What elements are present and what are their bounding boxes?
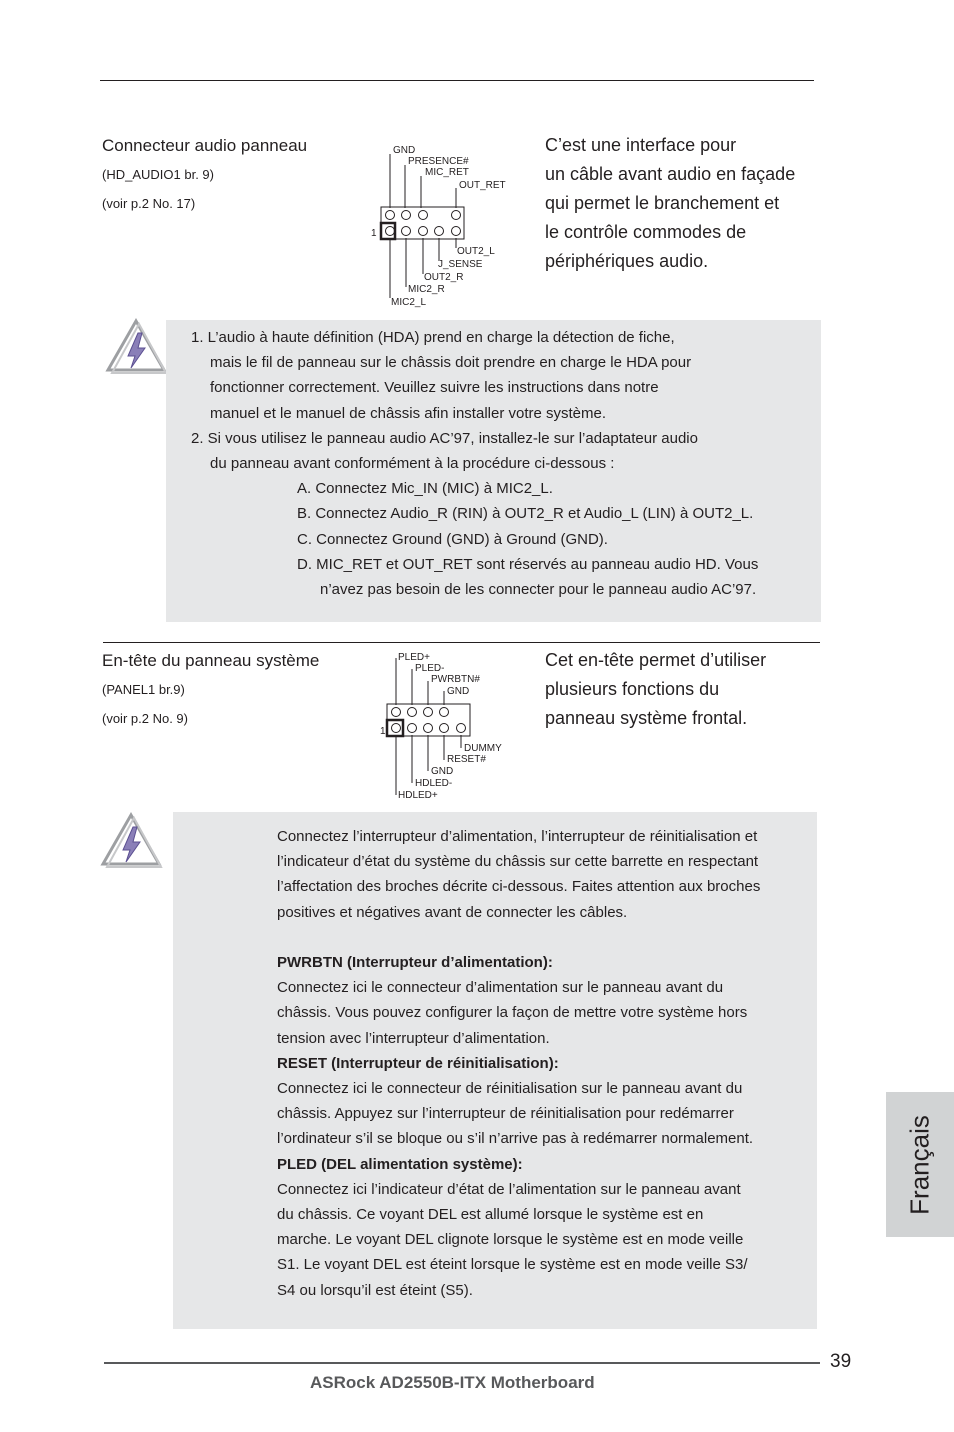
footer-rule xyxy=(104,1362,820,1364)
note-line: positives et négatives avant de connecter les câbles. xyxy=(277,903,628,921)
note-line: Connectez ici l’indicateur d’état de l’alimentation sur le panneau avant xyxy=(277,1180,741,1198)
panel-desc-line: plusieurs fonctions du xyxy=(545,679,720,699)
audio-pin-out2-l: OUT2_L xyxy=(457,246,495,257)
panel-pin-pwrbtn: PWRBTN# xyxy=(431,674,480,685)
note-line: manuel et le manuel de châssis afin installer votre système. xyxy=(210,404,607,422)
note-line: l’ordinateur s’il se bloque ou s’il n’arrive pas à redémarrer normalement. xyxy=(277,1130,754,1148)
footer-title: ASRock AD2550B-ITX Motherboard xyxy=(310,1373,595,1392)
audio-header-ref: (HD_AUDIO1 br. 9) xyxy=(102,167,214,182)
audio-pin-mic2-r: MIC2_R xyxy=(408,284,445,295)
audio-desc-line: un câble avant audio en façade xyxy=(545,164,796,184)
audio-section-title: Connecteur audio panneau xyxy=(102,136,308,155)
panel-header-diagram xyxy=(378,650,510,800)
note-line: Connectez ici le connecteur d’alimentation sur le panneau avant du xyxy=(277,979,724,997)
panel-note-text xyxy=(277,824,822,1303)
note-line: B. Connectez Audio_R (RIN) à OUT2_R et Audio_L (LIN) à OUT2_L. xyxy=(297,505,754,523)
note-line: du panneau avant conformément à la procédure ci-dessous : xyxy=(210,455,615,473)
panel-pin-pled-plus: PLED+ xyxy=(398,652,430,663)
panel-pin-hdled-plus: HDLED+ xyxy=(398,790,438,800)
panel-desc-line: Cet en-tête permet d’utiliser xyxy=(545,650,767,670)
page-number: 39 xyxy=(830,1351,852,1372)
note-line: Connectez l’interrupteur d’alimentation, l’interrupteur de réinitialisation et xyxy=(277,828,758,845)
note-line: Connectez ici le connecteur de réinitialisation sur le panneau avant du xyxy=(277,1080,743,1098)
panel-pin-1-marker: 1 xyxy=(380,726,386,737)
panel-pin-hdled-minus: HDLED- xyxy=(415,778,453,789)
panel-pin-reset: RESET# xyxy=(447,754,486,765)
note-line: fonctionner correctement. Veuillez suivre les instructions dans notre xyxy=(210,379,659,397)
audio-page-ref: (voir p.2 No. 17) xyxy=(102,196,196,211)
panel-page-ref: (voir p.2 No. 9) xyxy=(102,711,188,726)
note-line: D. MIC_RET et OUT_RET sont réservés au panneau audio HD. Vous xyxy=(297,555,759,573)
warning-icon xyxy=(104,318,168,376)
note-line: A. Connectez Mic_IN (MIC) à MIC2_L. xyxy=(297,480,553,498)
audio-desc-line: C’est une interface pour xyxy=(545,135,737,155)
note-line: mais le fil de panneau sur le châssis doit prendre en charge le HDA pour xyxy=(210,354,692,372)
audio-description xyxy=(545,131,825,276)
note-line: tension avec l’interrupteur d’alimentation. xyxy=(277,1029,550,1047)
audio-pin-mic2-l: MIC2_L xyxy=(391,297,427,308)
panel-pin-pled-minus: PLED- xyxy=(415,663,445,674)
note-line: l’indicateur d’état du système du châssis sur cette barrette en respectant xyxy=(277,853,759,871)
audio-desc-line: qui permet le branchement et xyxy=(545,193,780,213)
section-rule xyxy=(103,642,820,643)
top-rule xyxy=(100,80,814,81)
language-tab xyxy=(886,1092,954,1237)
note-line: châssis. Appuyez sur l’interrupteur de réinitialisation pour redémarrer xyxy=(277,1105,734,1123)
panel-description xyxy=(545,646,825,733)
audio-pin-out2-r: OUT2_R xyxy=(424,272,464,283)
panel-desc-line: panneau système frontal. xyxy=(545,708,748,728)
language-tab-label: Français xyxy=(904,1114,935,1215)
note-line: 1. L’audio à haute définition (HDA) prend en charge la détection de fiche, xyxy=(191,329,675,346)
note-line: 2. Si vous utilisez le panneau audio AC’97, installez-le sur l’adaptateur audio xyxy=(191,429,698,447)
audio-pin-gnd: GND xyxy=(393,145,416,156)
note-line: l’affectation des broches décrite ci-dessous. Faites attention aux broches xyxy=(277,878,761,896)
panel-pin-dummy: DUMMY xyxy=(464,743,502,754)
note-line: n’avez pas besoin de les connecter pour le panneau audio AC’97. xyxy=(320,581,757,599)
panel-section-title: En-tête du panneau système xyxy=(102,651,320,670)
pled-heading: PLED (DEL alimentation système): xyxy=(277,1155,523,1173)
note-line: C. Connectez Ground (GND) à Ground (GND). xyxy=(297,530,608,548)
audio-pin-1-marker: 1 xyxy=(371,228,377,239)
note-line: du châssis. Ce voyant DEL est allumé lorsque le système est en xyxy=(277,1206,704,1224)
audio-pin-j-sense: J_SENSE xyxy=(438,259,483,270)
note-line: S4 ou lorsqu’il est éteint (S5). xyxy=(277,1281,473,1299)
panel-pin-gnd-bottom: GND xyxy=(431,766,454,777)
audio-pin-mic-ret: MIC_RET xyxy=(425,167,469,178)
panel-header-ref: (PANEL1 br.9) xyxy=(102,682,185,697)
panel-pin-gnd-top: GND xyxy=(447,686,470,697)
reset-heading: RESET (Interrupteur de réinitialisation): xyxy=(277,1054,559,1072)
note-line: marche. Le voyant DEL clignote lorsque le système est en mode veille xyxy=(277,1231,744,1249)
note-line: châssis. Vous pouvez configurer la façon de mettre votre système hors xyxy=(277,1004,748,1022)
note-line: S1. Le voyant DEL est éteint lorsque le système est en mode veille S3/ xyxy=(277,1256,748,1274)
audio-desc-line: le contrôle commodes de xyxy=(545,222,747,242)
audio-desc-line: périphériques audio. xyxy=(545,251,709,271)
audio-note-text xyxy=(191,325,821,602)
audio-pin-presence: PRESENCE# xyxy=(408,156,469,167)
audio-header-diagram xyxy=(368,140,518,310)
warning-icon xyxy=(99,812,163,870)
audio-pin-out-ret: OUT_RET xyxy=(459,180,506,191)
pwrbtn-heading: PWRBTN (Interrupteur d’alimentation): xyxy=(277,954,553,971)
